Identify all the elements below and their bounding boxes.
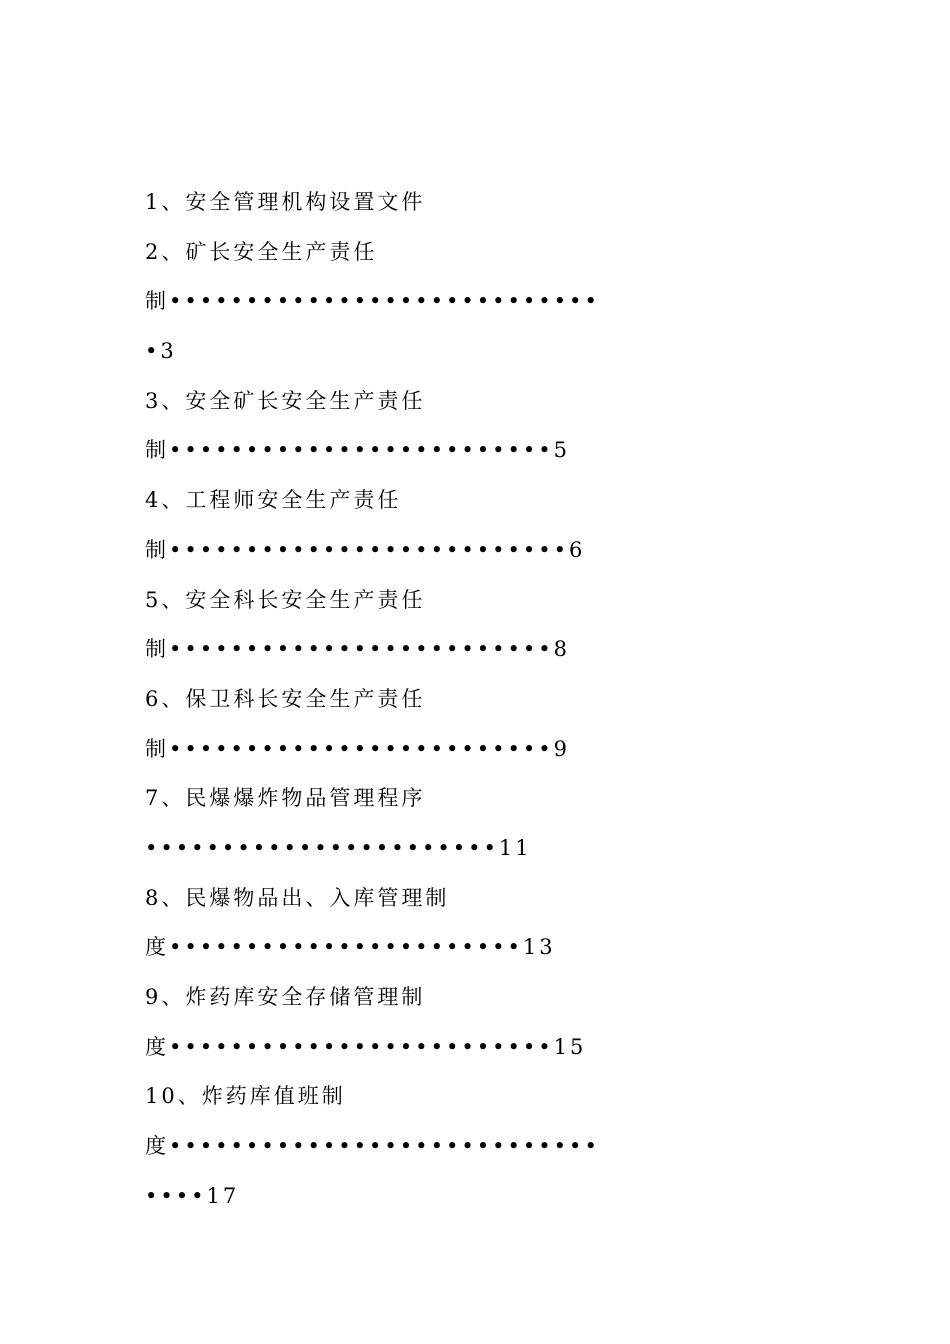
toc-line: 度•••••••••••••••••••••••••15 bbox=[145, 1034, 587, 1059]
toc-line: 制•••••••••••••••••••••••••5 bbox=[145, 438, 571, 463]
toc-line: 1、安全管理机构设置文件 bbox=[145, 190, 426, 214]
toc-line: 度•••••••••••••••••••••••••••• bbox=[145, 1134, 600, 1159]
toc-line: •3 bbox=[145, 339, 177, 364]
toc-line: 10、炸药库值班制 bbox=[145, 1084, 346, 1109]
toc-line: 5、安全科长安全生产责任 bbox=[145, 587, 426, 612]
table-of-contents bbox=[145, 178, 805, 1221]
toc-line: 制•••••••••••••••••••••••••••• bbox=[145, 289, 600, 314]
toc-line: 度•••••••••••••••••••••••13 bbox=[145, 935, 556, 960]
toc-line: 制••••••••••••••••••••••••••6 bbox=[145, 537, 586, 562]
toc-line: 6、保卫科长安全生产责任 bbox=[145, 686, 426, 711]
toc-line: 4、工程师安全生产责任 bbox=[145, 488, 402, 513]
toc-line: 制•••••••••••••••••••••••••8 bbox=[145, 637, 571, 662]
toc-line: ••••17 bbox=[145, 1183, 240, 1208]
toc-line: 8、民爆物品出、入库管理制 bbox=[145, 885, 450, 910]
toc-line: •••••••••••••••••••••••11 bbox=[145, 835, 532, 860]
toc-line: 7、民爆爆炸物品管理程序 bbox=[145, 786, 426, 811]
toc-line: 2、矿长安全生产责任 bbox=[145, 239, 378, 264]
toc-line: 9、炸药库安全存储管理制 bbox=[145, 985, 426, 1009]
toc-line: 3、安全矿长安全生产责任 bbox=[145, 388, 426, 413]
toc-line: 制•••••••••••••••••••••••••9 bbox=[145, 736, 571, 761]
